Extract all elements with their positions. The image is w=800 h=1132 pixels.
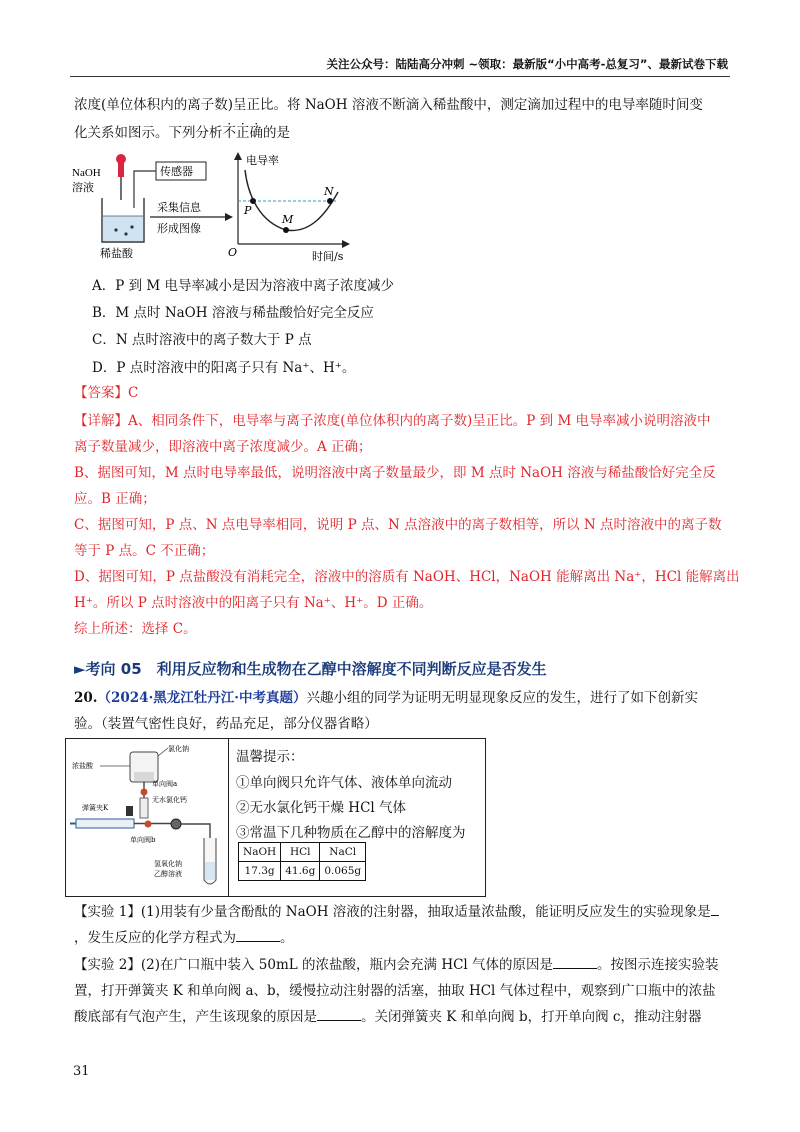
valve-a-icon: [141, 789, 148, 796]
table-header-cell: NaOH: [239, 843, 281, 862]
detail-line: 离子数量减少，即溶液中离子浓度减少。A 正确；: [74, 439, 372, 455]
label-nacl: 氯化钠: [168, 745, 189, 753]
sensor-wire: [134, 171, 156, 208]
option-d: D．P 点时溶液中的阳离子只有 Na⁺、H⁺。: [92, 360, 356, 376]
y-axis-arrow: [234, 152, 242, 160]
answer-line: 【答案】C: [74, 385, 139, 401]
label-naoh-ethanol-2: 乙醇溶液: [154, 870, 182, 878]
label-spring-clip: 弹簧夹K: [82, 804, 109, 812]
syringe-icon: [70, 819, 176, 828]
detail-line: 等于 P 点。C 不正确；: [74, 543, 215, 559]
point-p-label: P: [244, 204, 252, 217]
naoh-label-2: 溶液: [72, 182, 94, 194]
tip-3: ③常温下几种物质在乙醇中的溶解度为: [236, 825, 466, 841]
table-header-cell: NaCl: [320, 843, 366, 862]
test-tube-icon: [204, 838, 216, 884]
arrow-label-bottom: 形成图像: [157, 222, 201, 235]
point-n: [327, 198, 333, 204]
point-m: [283, 227, 289, 233]
exp2-text: 【实验 2】(2)在广口瓶中装入 50mL 的浓盐酸，瓶内会充满 HCl 气体的原因是: [74, 957, 554, 973]
answer-blank: [317, 1008, 361, 1021]
frame-divider: [228, 738, 229, 897]
emphasis-char: 正: [236, 125, 250, 141]
table-header-cell: HCl: [281, 843, 320, 862]
table-cell: 17.3g: [239, 862, 281, 881]
exp2-line-1: [74, 955, 719, 975]
exp1-line-2: [74, 928, 294, 948]
sensor-label: 传感器: [160, 165, 193, 178]
exp1-line-1: [74, 902, 719, 922]
valve-b-icon: [145, 821, 152, 828]
point-n-label: N: [324, 185, 334, 198]
label-naoh-ethanol-1: 氢氧化钠: [154, 860, 182, 868]
exp2-line-2: 置，打开弹簧夹 K 和单向阀 a、b，缓慢拉动注射器的活塞，抽取 HCl 气体过程中，观察到广口瓶中的浓盐: [74, 983, 716, 999]
label-cacl2: 无水氯化钙: [152, 796, 187, 804]
exp2-text: 。按图示连接实验装: [597, 957, 719, 973]
emphasis-char: 确: [249, 125, 263, 141]
detail-line: H⁺。所以 P 点时溶液中的阳离子只有 Na⁺、H⁺。D 正确。: [74, 595, 433, 611]
q20-source: （2024·黑龙江牡丹江·中考真题）: [97, 690, 307, 706]
leader-line: [158, 748, 168, 756]
detail-line: D、据图可知，P 点盐酸没有消耗完全，溶液中的溶质有 NaOH、HCl，NaOH 能解离出 Na⁺，HCl 能解离出: [74, 569, 740, 585]
exp2-text: 。关闭弹簧夹 K 和单向阀 b，打开单向阀 c，推动注射器: [361, 1009, 702, 1025]
detail-line: C、据图可知，P 点、N 点电导率相同，说明 P 点、N 点溶液中的离子数相等，所以 N 点时溶液中的离子数: [74, 517, 722, 533]
beaker-icon: [102, 198, 144, 242]
exp1-text: ，发生反应的化学方程式为: [74, 930, 236, 946]
spring-clip-icon: [126, 806, 133, 816]
q20-line-2: 验。（装置气密性良好，药品充足，部分仪器省略）: [74, 716, 378, 732]
y-axis-label: 电导率: [246, 154, 279, 167]
label-valve-b: 单向阀b: [130, 836, 156, 844]
dropper-icon: [116, 154, 126, 200]
origin-label: O: [228, 246, 238, 259]
arrow-head: [225, 213, 233, 221]
table-cell: 0.065g: [320, 862, 366, 881]
point-m-label: M: [282, 213, 294, 226]
x-axis-label: 时间/s: [312, 250, 344, 263]
table-cell: 41.6g: [281, 862, 320, 881]
emphasis-char: 不: [222, 125, 236, 141]
q20-line-1: [74, 688, 698, 708]
conductivity-figure: [70, 150, 350, 268]
answer-blank: [553, 956, 597, 969]
arrow-label-top: 采集信息: [157, 201, 201, 214]
answer-blank: [236, 929, 280, 942]
tips-title: 温馨提示：: [236, 749, 304, 765]
table-row: [239, 843, 366, 862]
label-valve-a: 单向阀a: [152, 780, 178, 788]
intro-line-1: 浓度(单位体积内的离子数)呈正比。将 NaOH 溶液不断滴入稀盐酸中，测定滴加过程中的电导率随时间变: [74, 97, 703, 113]
header-rule: [70, 76, 730, 77]
exp1-text: 。: [280, 930, 294, 946]
exp2-line-3: [74, 1007, 701, 1027]
section-heading: ►考向 05 利用反应物和生成物在乙醇中溶解度不同判断反应是否发生: [74, 660, 547, 678]
exp1-text: 【实验 1】(1)用装有少量含酚酞的 NaOH 溶液的注射器，抽取适量浓盐酸，能证明反应发生的实验现象是: [74, 904, 711, 920]
naoh-label-1: NaOH: [72, 167, 101, 179]
x-axis-arrow: [342, 240, 350, 248]
valve-c-icon: [171, 819, 181, 829]
q20-line-1-post: 兴趣小组的同学为证明无明显现象反应的发生，进行了如下创新实: [306, 690, 698, 706]
option-c: C．N 点时溶液中的离子数大于 P 点: [92, 332, 312, 348]
tip-2: ②无水氯化钙干燥 HCl 气体: [236, 800, 407, 816]
apparatus-diagram: [68, 742, 226, 892]
option-b: B．M 点时 NaOH 溶液与稀盐酸恰好完全反应: [92, 305, 374, 321]
intro-line-2: [74, 123, 290, 143]
detail-line: 应。B 正确；: [74, 491, 156, 507]
label-hcl-bottle: 浓盐酸: [72, 762, 93, 770]
table-row: [239, 862, 366, 881]
intro-line-2-post: 的是: [263, 125, 290, 141]
page-number: 31: [73, 1064, 90, 1079]
answer-blank: [711, 903, 719, 916]
solubility-table: [238, 842, 366, 881]
detail-line: 综上所述：选择 C。: [74, 621, 197, 637]
page-header: 关注公众号：陆陆高分冲刺 ~领取：最新版“小中高考-总复习”、最新试卷下载: [326, 57, 728, 71]
detail-line: B、据图可知，M 点时电导率最低，说明溶液中离子数量最少，即 M 点时 NaOH 溶液与稀盐酸恰好完全反: [74, 465, 716, 481]
option-a: A．P 到 M 电导率减小是因为溶液中离子浓度减少: [92, 278, 395, 294]
intro-line-2-pre: 化关系如图示。下列分析: [74, 125, 223, 141]
q20-number: 20.: [74, 690, 98, 706]
beaker-label: 稀盐酸: [100, 247, 133, 260]
drying-tube-icon: [140, 798, 148, 818]
exp2-text: 酸底部有气泡产生，产生该现象的原因是: [74, 1009, 317, 1025]
detail-line: 【详解】A、相同条件下，电导率与离子浓度(单位体积内的离子数)呈正比。P 到 M 电导率减小说明溶液中: [74, 413, 711, 429]
tip-1: ①单向阀只允许气体、液体单向流动: [236, 775, 452, 791]
